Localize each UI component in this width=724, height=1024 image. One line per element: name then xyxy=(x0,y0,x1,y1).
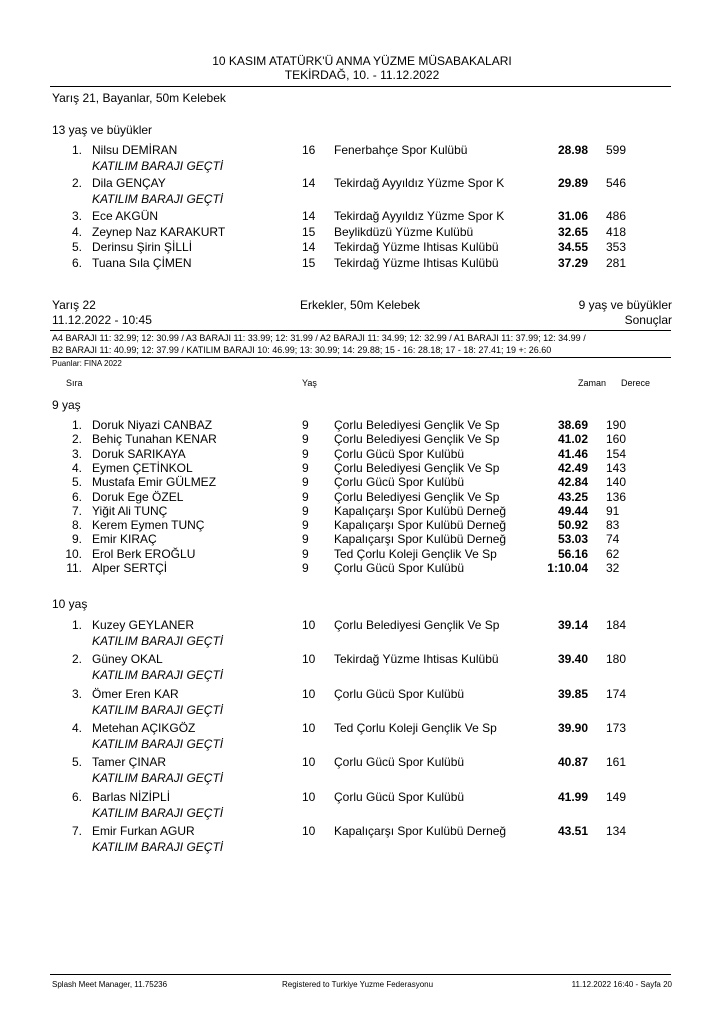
points-cell: 353 xyxy=(606,240,627,254)
swimmer-name: Tamer ÇINAR xyxy=(92,755,167,770)
age-cell: 10 xyxy=(302,720,316,735)
result-row xyxy=(0,225,724,239)
points-cell: 149 xyxy=(606,789,627,804)
rank-cell: 5. xyxy=(71,475,82,490)
time-cell: 28.98 xyxy=(557,143,588,157)
rank-cell: 3. xyxy=(71,209,82,223)
time-cell: 42.49 xyxy=(557,460,588,475)
swimmer-name: Zeynep Naz KARAKURT xyxy=(92,224,226,239)
event-22-title: Erkekler, 50m Kelebek xyxy=(300,298,421,312)
age-cell: 15 xyxy=(302,255,316,270)
points-cell: 418 xyxy=(606,224,627,239)
points-cell: 160 xyxy=(606,432,627,447)
time-cell: 39.14 xyxy=(557,618,588,632)
club-name: Çorlu Belediyesi Gençlik Ve Sp xyxy=(334,489,500,504)
club-name: Çorlu Gücü Spor Kulübü xyxy=(334,446,465,461)
swimmer-name: Eymen ÇETİNKOL xyxy=(92,460,193,475)
points-cell: 32 xyxy=(606,561,620,575)
result-row xyxy=(0,490,724,504)
time-cell: 41.46 xyxy=(557,446,588,461)
time-cell: 56.16 xyxy=(557,546,588,561)
time-cell: 29.89 xyxy=(557,176,588,190)
rank-cell: 1. xyxy=(71,618,82,632)
club-name: Tekirdağ Yüzme Ihtisas Kulübü xyxy=(334,255,499,270)
time-cell: 42.84 xyxy=(557,475,588,490)
points-cell: 74 xyxy=(606,532,620,547)
rank-cell: 3. xyxy=(71,686,82,701)
rank-cell: 5. xyxy=(71,240,82,254)
time-cell: 43.51 xyxy=(557,823,588,838)
club-name: Çorlu Gücü Spor Kulübü xyxy=(334,789,465,804)
swimmer-name: Kuzey GEYLANER xyxy=(92,618,195,632)
rank-cell: 2. xyxy=(71,176,82,190)
event-21-title: Yarış 21, Bayanlar, 50m Kelebek xyxy=(52,91,226,105)
qualification-note: KATILIM BARAJI GEÇTİ xyxy=(92,771,224,786)
swimmer-name: Ece AKGÜN xyxy=(92,209,159,223)
rank-cell: 4. xyxy=(71,460,82,475)
result-row xyxy=(0,504,724,518)
result-row xyxy=(0,652,724,683)
rank-cell: 9. xyxy=(71,532,82,547)
footer-registration: Registered to Turkiye Yuzme Federasyonu xyxy=(282,980,434,989)
swimmer-name: Nilsu DEMİRAN xyxy=(92,143,178,157)
club-name: Kapalıçarşı Spor Kulübü Derneğ xyxy=(334,823,507,838)
swimmer-name: Emir KIRAÇ xyxy=(92,532,157,547)
rank-cell: 10. xyxy=(65,546,82,561)
rank-cell: 4. xyxy=(71,224,82,239)
points-cell: 180 xyxy=(606,652,627,667)
rank-cell: 6. xyxy=(71,255,82,270)
column-age: Yaş xyxy=(302,378,317,388)
age-cell: 9 xyxy=(302,532,309,547)
swimmer-name: Behiç Tunahan KENAR xyxy=(92,432,217,447)
time-cell: 40.87 xyxy=(557,755,588,770)
result-row xyxy=(0,618,724,648)
qualification-note: KATILIM BARAJI GEÇTİ xyxy=(92,668,224,683)
column-rank: Sıra xyxy=(66,378,83,388)
points-cell: 154 xyxy=(606,446,627,461)
points-cell: 143 xyxy=(606,460,627,475)
points-cell: 174 xyxy=(606,686,627,701)
points-cell: 281 xyxy=(606,255,627,270)
age-cell: 9 xyxy=(302,432,309,447)
rank-cell: 6. xyxy=(71,489,82,504)
event-22-label: Yarış 22 xyxy=(52,298,96,312)
qualification-note: KATILIM BARAJI GEÇTİ xyxy=(92,702,224,717)
age-cell: 9 xyxy=(302,446,309,461)
age-cell: 9 xyxy=(302,418,309,432)
club-name: Çorlu Gücü Spor Kulübü xyxy=(334,755,465,770)
event-22-datetime: 11.12.2022 - 10:45 xyxy=(52,313,152,327)
club-name: Beylikdüzü Yüzme Kulübü xyxy=(334,224,474,239)
footer-page-info: 11.12.2022 16:40 - Sayfa 20 xyxy=(571,980,672,989)
result-row xyxy=(0,475,724,489)
qualifying-divider xyxy=(50,357,671,358)
qualification-note: KATILIM BARAJI GEÇTİ xyxy=(92,192,224,206)
result-row xyxy=(0,418,724,432)
qualification-note: KATILIM BARAJI GEÇTİ xyxy=(92,805,224,820)
club-name: Çorlu Belediyesi Gençlik Ve Sp xyxy=(334,618,500,632)
age-cell: 9 xyxy=(302,475,309,490)
result-row xyxy=(0,823,724,854)
time-cell: 41.99 xyxy=(557,789,588,804)
time-cell: 32.65 xyxy=(557,224,588,239)
club-name: Ted Çorlu Koleji Gençlik Ve Sp xyxy=(334,720,497,735)
result-row xyxy=(0,256,724,270)
club-name: Ted Çorlu Koleji Gençlik Ve Sp xyxy=(334,546,497,561)
time-cell: 38.69 xyxy=(557,418,588,432)
club-name: Kapalıçarşı Spor Kulübü Derneğ xyxy=(334,518,507,533)
age-cell: 16 xyxy=(302,143,316,157)
rank-cell: 8. xyxy=(71,518,82,533)
age-cell: 10 xyxy=(302,823,316,838)
age-cell: 10 xyxy=(302,652,316,667)
document-subtitle: TEKİRDAĞ, 10. - 11.12.2022 xyxy=(284,68,440,82)
age-cell: 14 xyxy=(302,209,316,223)
time-cell: 39.40 xyxy=(557,652,588,667)
swimmer-name: Yiğit Ali TUNÇ xyxy=(92,503,168,518)
club-name: Çorlu Gücü Spor Kulübü xyxy=(334,475,465,490)
rank-cell: 2. xyxy=(71,652,82,667)
qualifying-times-line-2: B2 BARAJI 11: 40.99; 12: 37.99 / KATILIM BARAJI 10: 46.99; 13: 30.99; 14: 29.88; 15 - 16: 28.18; 17 - 18: 27.41; 19 +: 26.60 xyxy=(52,345,552,355)
qualification-note: KATILIM BARAJI GEÇTİ xyxy=(92,159,224,173)
swimmer-name: Erol Berk EROĞLU xyxy=(92,546,196,561)
swimmer-name: Güney OKAL xyxy=(92,652,163,667)
age-cell: 14 xyxy=(302,176,316,190)
points-cell: 161 xyxy=(606,755,627,770)
age-cell: 9 xyxy=(302,561,309,575)
swimmer-name: Emir Furkan AGUR xyxy=(92,823,195,838)
result-row xyxy=(0,547,724,561)
swimmer-name: Doruk SARIKAYA xyxy=(92,446,186,461)
rank-cell: 7. xyxy=(71,503,82,518)
age-cell: 10 xyxy=(302,686,316,701)
time-cell: 37.29 xyxy=(557,255,588,270)
age-cell: 10 xyxy=(302,789,316,804)
club-name: Çorlu Gücü Spor Kulübü xyxy=(334,561,465,575)
club-name: Kapalıçarşı Spor Kulübü Derneğ xyxy=(334,503,507,518)
swimmer-name: Barlas NİZİPLİ xyxy=(92,789,171,804)
age-cell: 10 xyxy=(302,618,316,632)
swimmer-name: Ömer Eren KAR xyxy=(92,686,179,701)
qualification-note: KATILIM BARAJI GEÇTİ xyxy=(92,736,224,751)
time-cell: 1:10.04 xyxy=(547,561,588,575)
swimmer-name: Dila GENÇAY xyxy=(92,176,166,190)
result-row xyxy=(0,143,724,173)
points-cell: 546 xyxy=(606,176,627,190)
result-row xyxy=(0,532,724,546)
swimmer-name: Mustafa Emir GÜLMEZ xyxy=(92,475,217,490)
club-name: Fenerbahçe Spor Kulübü xyxy=(334,143,468,157)
points-cell: 173 xyxy=(606,720,627,735)
rank-cell: 7. xyxy=(71,823,82,838)
qualification-note: KATILIM BARAJI GEÇTİ xyxy=(92,634,224,648)
result-row xyxy=(0,461,724,475)
points-cell: 134 xyxy=(606,823,627,838)
age-group-10-heading: 10 yaş xyxy=(52,597,88,611)
age-cell: 15 xyxy=(302,224,316,239)
result-row xyxy=(0,209,724,223)
event-22-age-range: 9 yaş ve büyükler xyxy=(578,298,672,312)
club-name: Tekirdağ Yüzme Ihtisas Kulübü xyxy=(334,652,499,667)
time-cell: 41.02 xyxy=(557,432,588,447)
age-cell: 14 xyxy=(302,240,316,254)
result-row xyxy=(0,432,724,446)
time-cell: 43.25 xyxy=(557,489,588,504)
rank-cell: 4. xyxy=(71,720,82,735)
document-title: 10 KASIM ATATÜRK'Ü ANMA YÜZME MÜSABAKALARI xyxy=(212,54,512,68)
club-name: Çorlu Gücü Spor Kulübü xyxy=(334,686,465,701)
event-22-divider xyxy=(50,330,671,331)
time-cell: 39.90 xyxy=(557,720,588,735)
time-cell: 50.92 xyxy=(557,518,588,533)
swimmer-name: Tuana Sıla ÇİMEN xyxy=(92,255,192,270)
rank-cell: 1. xyxy=(71,143,82,157)
time-cell: 31.06 xyxy=(557,209,588,223)
time-cell: 34.55 xyxy=(557,240,588,254)
points-cell: 83 xyxy=(606,518,620,533)
column-time: Zaman xyxy=(578,378,607,388)
event-21-age-group: 13 yaş ve büyükler xyxy=(52,123,153,137)
rank-cell: 1. xyxy=(71,418,82,432)
time-cell: 53.03 xyxy=(557,532,588,547)
points-cell: 136 xyxy=(606,489,627,504)
result-row xyxy=(0,518,724,532)
age-cell: 9 xyxy=(302,518,309,533)
rank-cell: 5. xyxy=(71,755,82,770)
result-row xyxy=(0,447,724,461)
club-name: Çorlu Belediyesi Gençlik Ve Sp xyxy=(334,460,500,475)
column-points: Derece xyxy=(621,378,651,388)
club-name: Tekirdağ Ayyıldız Yüzme Spor K xyxy=(334,209,505,223)
result-row xyxy=(0,720,724,751)
rank-cell: 11. xyxy=(66,561,82,575)
result-row xyxy=(0,789,724,820)
points-cell: 486 xyxy=(606,209,627,223)
age-cell: 9 xyxy=(302,503,309,518)
swimmer-name: Derinsu Şirin ŞİLLİ xyxy=(92,240,193,254)
qualifying-times-line-1: A4 BARAJI 11: 32.99; 12: 30.99 / A3 BARAJI 11: 33.99; 12: 31.99 / A2 BARAJI 11: 34.99; 12: 32.99 / A1 BARAJI 11: 37.99; 12: 34.99 / xyxy=(52,333,586,343)
club-name: Tekirdağ Yüzme Ihtisas Kulübü xyxy=(334,240,499,254)
age-cell: 9 xyxy=(302,546,309,561)
rank-cell: 2. xyxy=(71,432,82,447)
result-row xyxy=(0,686,724,717)
club-name: Tekirdağ Ayyıldız Yüzme Spor K xyxy=(334,176,505,190)
points-cell: 184 xyxy=(606,618,627,632)
footer-software: Splash Meet Manager, 11.75236 xyxy=(52,980,168,989)
time-cell: 39.85 xyxy=(557,686,588,701)
points-cell: 140 xyxy=(606,475,627,490)
points-cell: 62 xyxy=(606,546,620,561)
swimmer-name: Kerem Eymen TUNÇ xyxy=(92,518,205,533)
result-row xyxy=(0,561,724,575)
qualification-note: KATILIM BARAJI GEÇTİ xyxy=(92,839,224,854)
age-group-9-heading: 9 yaş xyxy=(52,398,81,412)
age-cell: 9 xyxy=(302,489,309,504)
points-cell: 190 xyxy=(606,418,627,432)
rank-cell: 3. xyxy=(71,446,82,461)
points-cell: 91 xyxy=(606,503,620,518)
points-note: Puanlar: FINA 2022 xyxy=(52,359,122,368)
footer-divider xyxy=(50,974,671,975)
time-cell: 49.44 xyxy=(557,503,588,518)
points-cell: 599 xyxy=(606,143,627,157)
club-name: Kapalıçarşı Spor Kulübü Derneğ xyxy=(334,532,507,547)
swimmer-name: Metehan AÇIKGÖZ xyxy=(92,720,196,735)
swimmer-name: Alper SERTÇİ xyxy=(92,561,168,575)
event-22-results-label: Sonuçlar xyxy=(624,313,672,327)
age-cell: 9 xyxy=(302,460,309,475)
header-divider xyxy=(50,86,671,87)
club-name: Çorlu Belediyesi Gençlik Ve Sp xyxy=(334,432,500,447)
age-cell: 10 xyxy=(302,755,316,770)
result-row xyxy=(0,755,724,786)
swimmer-name: Doruk Ege ÖZEL xyxy=(92,489,184,504)
result-row xyxy=(0,176,724,206)
rank-cell: 6. xyxy=(71,789,82,804)
swimmer-name: Doruk Niyazi CANBAZ xyxy=(92,418,213,432)
result-row xyxy=(0,240,724,254)
club-name: Çorlu Belediyesi Gençlik Ve Sp xyxy=(334,418,500,432)
